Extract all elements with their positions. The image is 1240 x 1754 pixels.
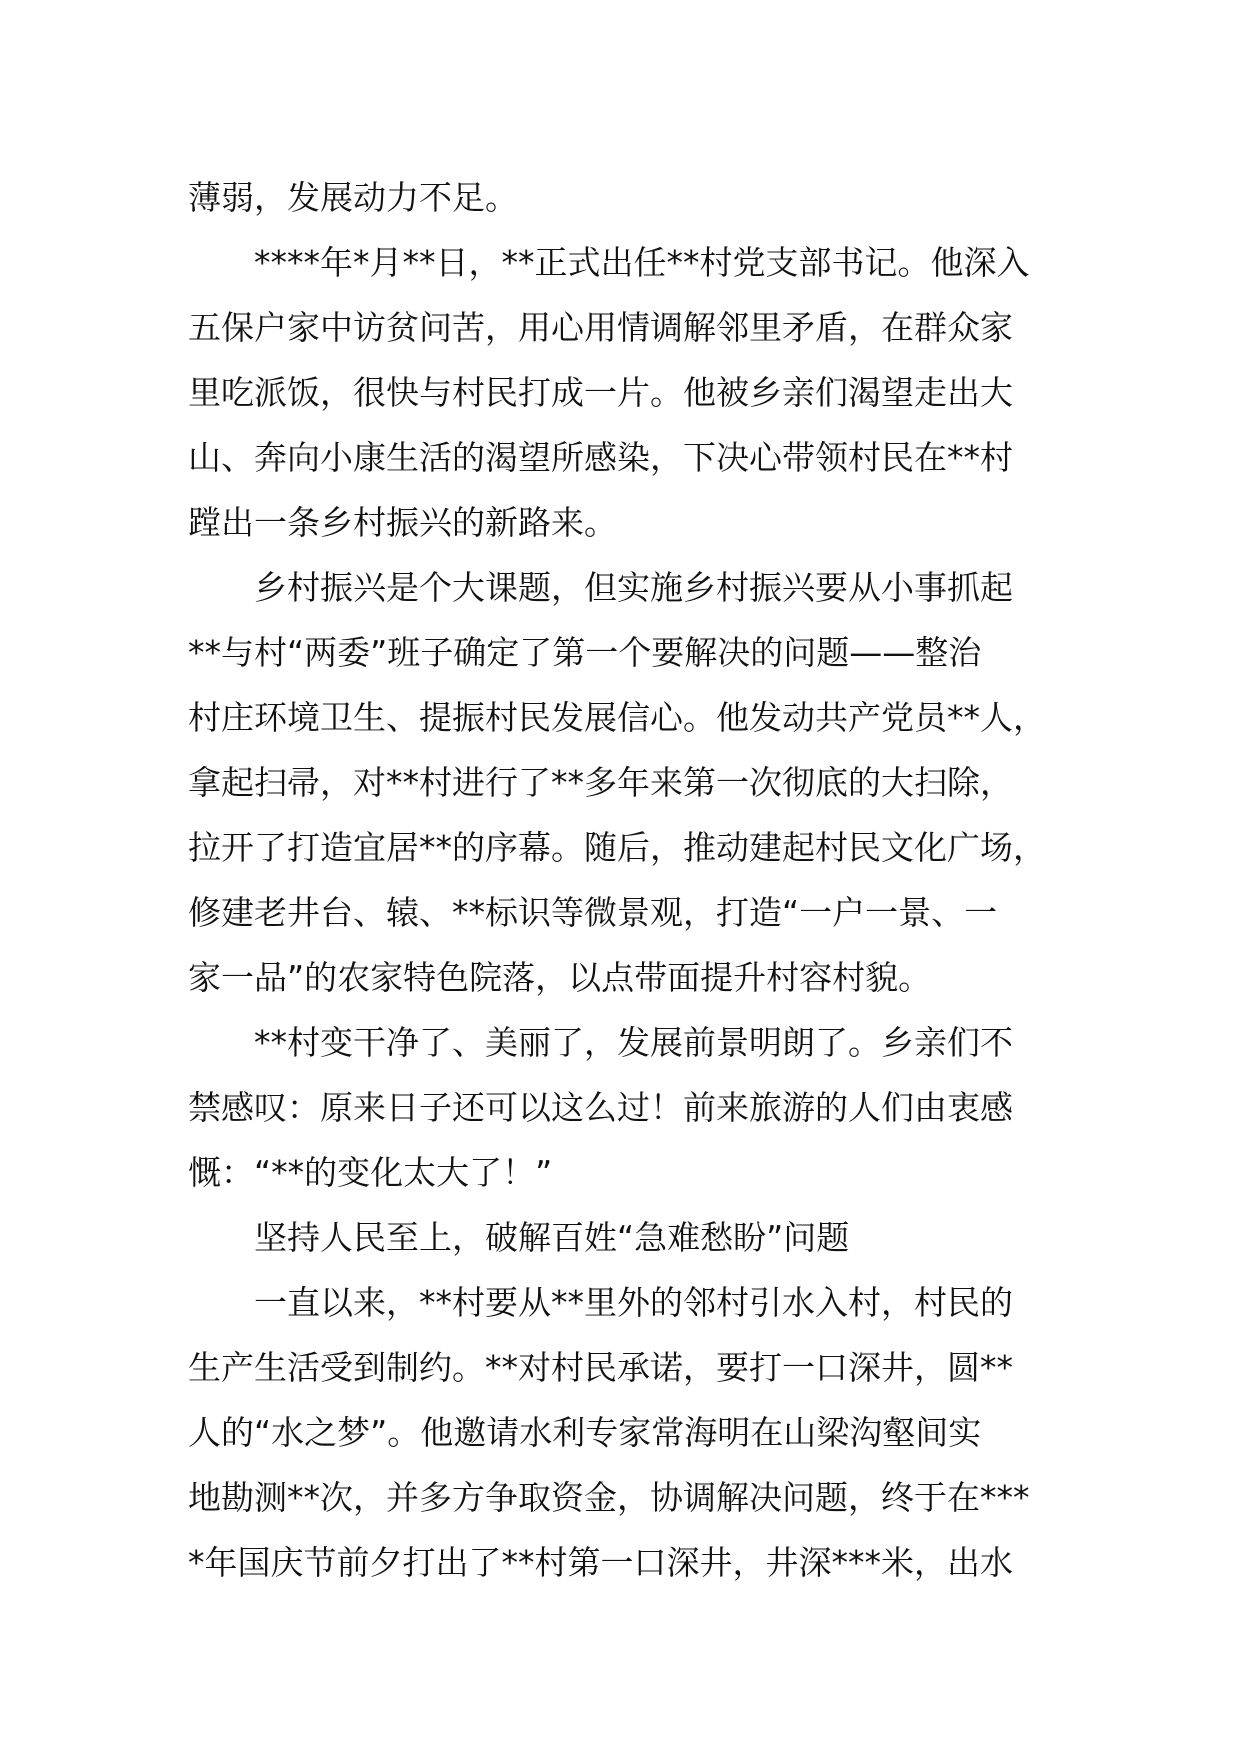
text-line: 薄弱，发展动力不足。 (188, 178, 518, 217)
text-line: 拉开了打造宜居**的序幕。随后，推动建起村民文化广场， (188, 828, 1046, 867)
text-line: 一直以来，**村要从**里外的邻村引水入村，村民的 (254, 1283, 1013, 1322)
text-line: 五保户家中访贫问苦，用心用情调解邻里矛盾，在群众家 (188, 308, 1013, 347)
text-line: 村庄环境卫生、提振村民发展信心。他发动共产党员**人， (188, 698, 1046, 737)
text-line: 坚持人民至上，破解百姓“急难愁盼”问题 (254, 1218, 850, 1257)
text-line: 地勘测**次，并多方争取资金，协调解决问题，终于在*** (188, 1478, 1030, 1517)
text-line: 家一品”的农家特色院落，以点带面提升村容村貌。 (188, 958, 932, 997)
text-line: **村变干净了、美丽了，发展前景明朗了。乡亲们不 (254, 1023, 1013, 1062)
text-line: 山、奔向小康生活的渴望所感染，下决心带领村民在**村 (188, 438, 1013, 477)
text-line: 生产生活受到制约。**对村民承诺，要打一口深井，圆** (188, 1348, 1013, 1387)
text-line: *年国庆节前夕打出了**村第一口深井，井深***米，出水 (188, 1543, 1013, 1582)
text-line: 人的“水之梦”。他邀请水利专家常海明在山梁沟壑间实 (188, 1413, 982, 1452)
text-line: 禁感叹：原来日子还可以这么过！前来旅游的人们由衷感 (188, 1088, 1013, 1127)
text-line: 里吃派饭，很快与村民打成一片。他被乡亲们渴望走出大 (188, 373, 1013, 412)
text-line: 拿起扫帚，对**村进行了**多年来第一次彻底的大扫除， (188, 763, 1013, 802)
text-line: ****年*月**日，**正式出任**村党支部书记。他深入 (254, 243, 1030, 282)
text-line: **与村“两委”班子确定了第一个要解决的问题——整治 (188, 633, 982, 672)
text-line: 乡村振兴是个大课题，但实施乡村振兴要从小事抓起 (254, 568, 1013, 607)
document-body (188, 165, 1068, 1595)
text-line: 蹚出一条乡村振兴的新路来。 (188, 503, 617, 542)
text-line: 慨：“**的变化太大了！” (188, 1153, 553, 1192)
text-line: 修建老井台、辕、**标识等微景观，打造“一户一景、一 (188, 893, 998, 932)
